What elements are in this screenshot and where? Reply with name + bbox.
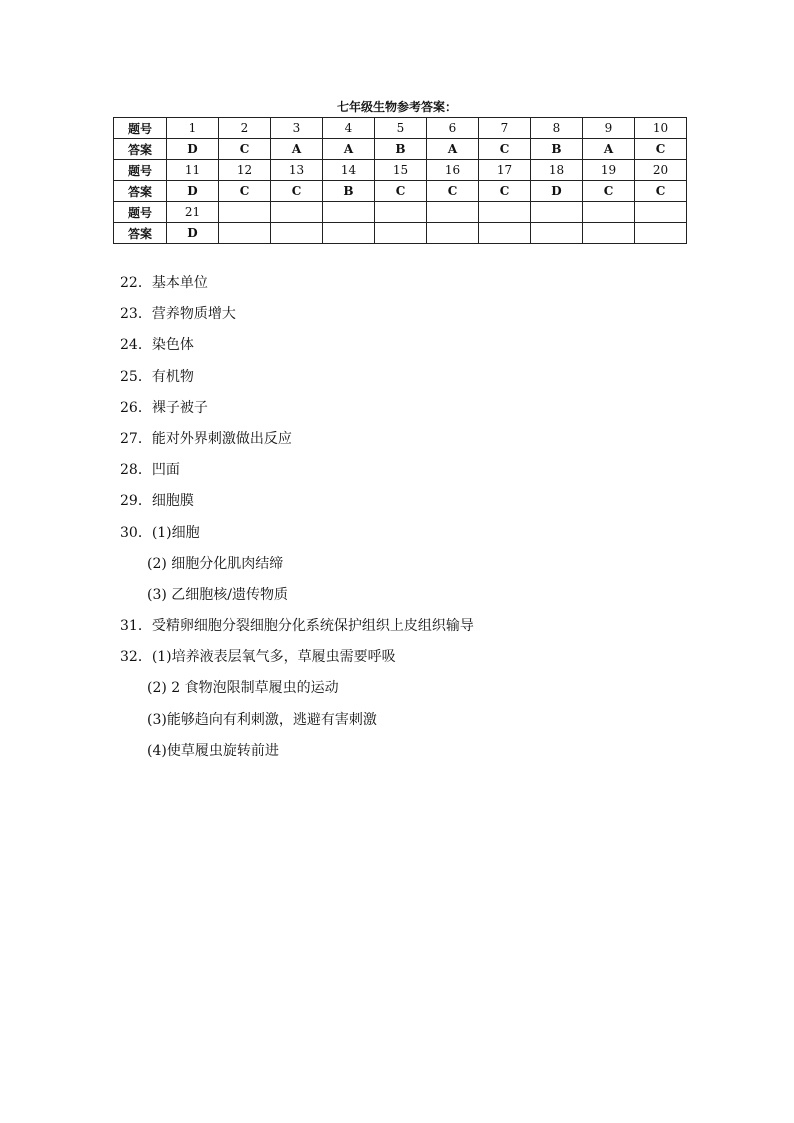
question-number-cell: 9 bbox=[583, 118, 635, 139]
question-number-row bbox=[114, 160, 687, 181]
row-label: 答案 bbox=[114, 181, 167, 202]
answer-cell: C bbox=[635, 181, 687, 202]
row-label: 答案 bbox=[114, 223, 167, 244]
answer-item: 30．(1)细胞 bbox=[120, 524, 200, 541]
question-number-cell: 21 bbox=[167, 202, 219, 223]
answer-subitem: (2) 2 食物泡限制草履虫的运动 bbox=[147, 680, 339, 697]
answer-cell: C bbox=[219, 139, 271, 160]
answer-item: 31．受精卵细胞分裂细胞分化系统保护组织上皮组织输导 bbox=[120, 618, 474, 635]
answer-cell bbox=[583, 223, 635, 244]
answer-cell: B bbox=[531, 139, 583, 160]
answer-item: 29．细胞膜 bbox=[120, 493, 194, 510]
answer-item: 28．凹面 bbox=[120, 462, 180, 479]
question-number-cell bbox=[479, 202, 531, 223]
answer-cell: D bbox=[531, 181, 583, 202]
answer-cell bbox=[271, 223, 323, 244]
answer-cell bbox=[323, 223, 375, 244]
answer-cell: C bbox=[635, 139, 687, 160]
question-number-cell: 17 bbox=[479, 160, 531, 181]
question-number-cell: 10 bbox=[635, 118, 687, 139]
question-number-cell: 7 bbox=[479, 118, 531, 139]
answer-cell: B bbox=[323, 181, 375, 202]
answer-cell: D bbox=[167, 223, 219, 244]
answer-cell bbox=[375, 223, 427, 244]
question-number-cell: 16 bbox=[427, 160, 479, 181]
row-label: 题号 bbox=[114, 160, 167, 181]
question-number-cell bbox=[323, 202, 375, 223]
answer-cell: C bbox=[583, 181, 635, 202]
answer-cell: A bbox=[583, 139, 635, 160]
answer-cell: B bbox=[375, 139, 427, 160]
row-label: 答案 bbox=[114, 139, 167, 160]
answer-cell: C bbox=[219, 181, 271, 202]
answer-cell: C bbox=[427, 181, 479, 202]
question-number-cell bbox=[427, 202, 479, 223]
answer-item: 22．基本单位 bbox=[120, 275, 208, 291]
question-number-cell: 18 bbox=[531, 160, 583, 181]
row-label: 题号 bbox=[114, 202, 167, 223]
answer-cell: D bbox=[167, 181, 219, 202]
answer-item: 24．染色体 bbox=[120, 337, 194, 354]
answer-subitem: (2) 细胞分化肌肉结缔 bbox=[147, 555, 284, 572]
question-number-cell: 15 bbox=[375, 160, 427, 181]
answer-row bbox=[114, 181, 687, 202]
row-label: 题号 bbox=[114, 118, 167, 139]
question-number-row bbox=[114, 118, 687, 139]
answer-subitem: (3)能够趋向有利刺激，逃避有害刺激 bbox=[147, 711, 377, 728]
question-number-cell bbox=[271, 202, 323, 223]
question-number-cell: 12 bbox=[219, 160, 271, 181]
question-number-cell: 4 bbox=[323, 118, 375, 139]
question-number-cell: 5 bbox=[375, 118, 427, 139]
answer-cell: A bbox=[271, 139, 323, 160]
answer-item: 32．(1)培养液表层氧气多，草履虫需要呼吸 bbox=[120, 649, 396, 666]
answer-item: 25．有机物 bbox=[120, 368, 194, 385]
question-number-cell: 13 bbox=[271, 160, 323, 181]
question-number-cell: 1 bbox=[167, 118, 219, 139]
answer-table bbox=[113, 117, 687, 244]
answer-row bbox=[114, 223, 687, 244]
answer-cell: C bbox=[479, 181, 531, 202]
answer-cell: D bbox=[167, 139, 219, 160]
answer-cell bbox=[427, 223, 479, 244]
answer-cell: A bbox=[427, 139, 479, 160]
answer-cell: A bbox=[323, 139, 375, 160]
question-number-cell: 14 bbox=[323, 160, 375, 181]
answer-cell: C bbox=[479, 139, 531, 160]
question-number-cell: 8 bbox=[531, 118, 583, 139]
answer-subitem: (4)使草履虫旋转前进 bbox=[147, 742, 279, 759]
question-number-cell: 2 bbox=[219, 118, 271, 139]
question-number-cell bbox=[635, 202, 687, 223]
answer-cell: C bbox=[375, 181, 427, 202]
question-number-cell: 3 bbox=[271, 118, 323, 139]
question-number-cell bbox=[531, 202, 583, 223]
answer-item: 23．营养物质增大 bbox=[120, 306, 236, 323]
answer-cell bbox=[531, 223, 583, 244]
question-number-cell: 6 bbox=[427, 118, 479, 139]
page-title: 七年级生物参考答案： bbox=[336, 100, 457, 114]
answer-cell: C bbox=[271, 181, 323, 202]
answer-cell bbox=[219, 223, 271, 244]
question-number-cell bbox=[375, 202, 427, 223]
answer-item: 27．能对外界刺激做出反应 bbox=[120, 430, 292, 447]
answer-cell bbox=[479, 223, 531, 244]
question-number-cell: 11 bbox=[167, 160, 219, 181]
answer-subitem: (3) 乙细胞核/遗传物质 bbox=[147, 586, 288, 603]
answer-list bbox=[120, 272, 474, 771]
question-number-cell bbox=[219, 202, 271, 223]
question-number-cell bbox=[583, 202, 635, 223]
question-number-cell: 20 bbox=[635, 160, 687, 181]
answer-cell bbox=[635, 223, 687, 244]
answer-row bbox=[114, 139, 687, 160]
question-number-cell: 19 bbox=[583, 160, 635, 181]
answer-item: 26．裸子被子 bbox=[120, 399, 208, 416]
question-number-row bbox=[114, 202, 687, 223]
